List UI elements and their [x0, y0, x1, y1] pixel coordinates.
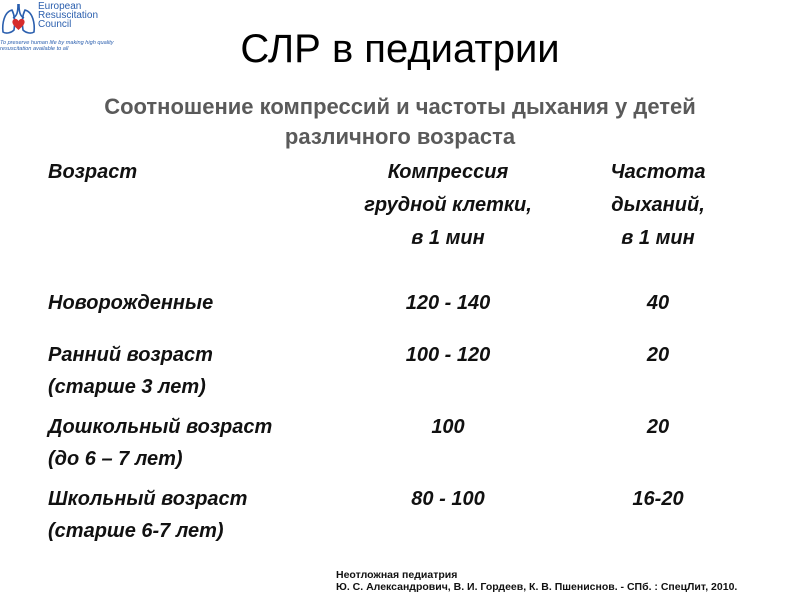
- row-4-age-line-1: Школьный возраст: [48, 488, 248, 510]
- header-breaths-line-1: Частота: [610, 161, 706, 183]
- header-age-line: Возраст: [48, 161, 138, 183]
- row-4-breaths: 16-20: [632, 488, 684, 510]
- row-2-age-line-2: (старше 3 лет): [48, 376, 206, 398]
- table-row-age: [48, 483, 348, 547]
- row-2-age-line-1: Ранний возраст: [48, 344, 213, 366]
- slide-title: СЛР в педиатрии: [240, 27, 560, 71]
- header-compressions-line-1: Компрессия: [387, 161, 509, 183]
- logo-tagline: To preserve human life by making high quality resuscitation available to all: [0, 40, 114, 52]
- row-4-age-line-2: (старше 6-7 лет): [48, 520, 224, 542]
- header-compressions-line-2: грудной клетки,: [364, 194, 532, 216]
- header-compressions: [330, 156, 566, 255]
- table-row-age: [48, 339, 348, 403]
- source-citation: [336, 569, 796, 593]
- logo-line-2: Resuscitation: [38, 10, 99, 21]
- table-row-age: [48, 411, 348, 475]
- header-breaths: [560, 156, 756, 255]
- header-age: [48, 156, 348, 189]
- row-1-compressions: 120 - 140: [405, 292, 491, 314]
- row-1-age: Новорожденные: [48, 292, 214, 314]
- logo-line-3: Council: [38, 19, 72, 30]
- header-compressions-line-3: в 1 мин: [411, 227, 485, 249]
- row-2-breaths: 20: [646, 344, 670, 366]
- row-1-breaths: 40: [646, 292, 670, 314]
- row-3-compressions: 100: [431, 416, 465, 438]
- table-row-age: [48, 287, 348, 319]
- row-3-age-line-1: Дошкольный возраст: [48, 416, 273, 438]
- source-title: Неотложная педиатрия: [336, 569, 458, 581]
- row-4-compressions: 80 - 100: [411, 488, 485, 510]
- row-3-age-line-2: (до 6 – 7 лет): [48, 448, 183, 470]
- logo-line-1: European: [38, 1, 82, 12]
- header-breaths-line-3: в 1 мин: [621, 227, 695, 249]
- row-3-breaths: 20: [646, 416, 670, 438]
- slide-subtitle: Соотношение компрессий и частоты дыхания у детей различного возраста: [104, 94, 696, 149]
- source-authors: Ю. С. Александрович, В. И. Гордеев, К. В. Пшениснов. - СПб. : СпецЛит, 2010.: [336, 581, 738, 593]
- row-2-compressions: 100 - 120: [405, 344, 491, 366]
- header-breaths-line-2: дыханий,: [611, 194, 705, 216]
